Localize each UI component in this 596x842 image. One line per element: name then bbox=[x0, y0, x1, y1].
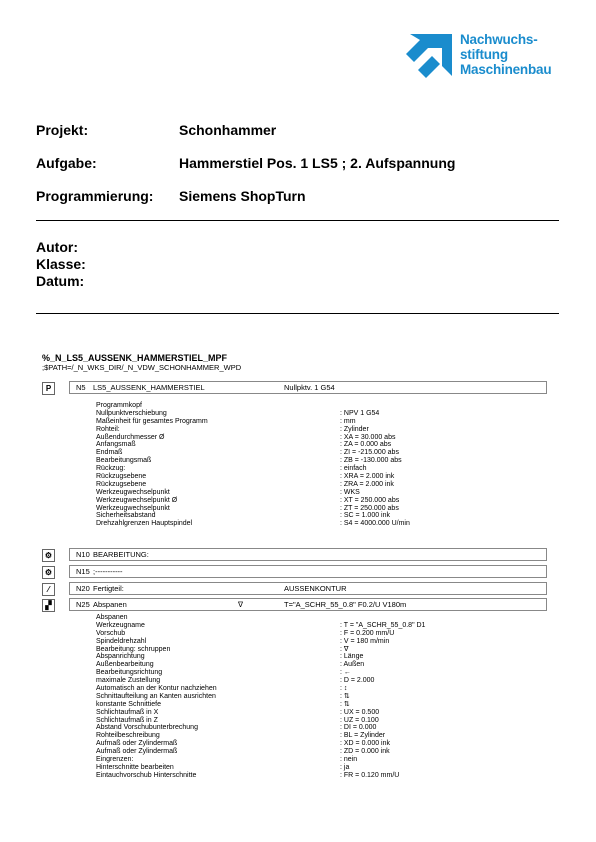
param-row bbox=[96, 646, 536, 654]
param-label: konstante Schnittiefe bbox=[96, 700, 161, 708]
param-value: : DI = 0.000 bbox=[340, 724, 377, 732]
param-label: Vorschub bbox=[96, 629, 126, 637]
param-row bbox=[96, 505, 536, 513]
param-value: : einfach bbox=[340, 465, 367, 473]
param-row bbox=[96, 772, 536, 780]
param-value: : ← bbox=[340, 669, 351, 677]
divider bbox=[36, 313, 559, 314]
datum-label: Datum: bbox=[36, 273, 85, 289]
param-label: Drehzahlgrenzen Hauptspindel bbox=[96, 520, 193, 528]
programmierung-row bbox=[36, 188, 306, 204]
param-label: Spindeldrehzahl bbox=[96, 637, 147, 645]
param-value: : XRA = 2.000 ink bbox=[340, 473, 395, 481]
param-value: : D = 2.000 bbox=[340, 677, 375, 685]
param-label: Rohteilbeschreibung bbox=[96, 732, 160, 740]
param-label: Schnittaufteilung an Kanten ausrichten bbox=[96, 692, 216, 700]
program-header-icon: P bbox=[42, 382, 55, 395]
param-label: Schlichtaufmaß in Z bbox=[96, 716, 158, 724]
param-row bbox=[96, 426, 536, 434]
param-value: : ⇅ bbox=[340, 692, 350, 700]
param-label: Schlichtaufmaß in X bbox=[96, 708, 159, 716]
param-value: : ↕ bbox=[340, 685, 348, 693]
param-value: : ⇅ bbox=[340, 700, 350, 708]
programmierung-value: Siemens ShopTurn bbox=[179, 188, 306, 204]
param-row bbox=[96, 457, 536, 465]
param-label: Nullpunktverschiebung bbox=[96, 409, 167, 417]
param-label: Werkzeugname bbox=[96, 621, 145, 629]
param-label: Eingrenzen: bbox=[96, 756, 134, 764]
block-n15 bbox=[69, 565, 547, 578]
param-row bbox=[96, 740, 536, 748]
param-value: : nein bbox=[340, 756, 358, 764]
param-label: Bearbeitungsmaß bbox=[96, 457, 152, 465]
param-label: Außendurchmesser Ø bbox=[96, 433, 165, 441]
param-value: : UX = 0.500 bbox=[340, 708, 380, 716]
logo bbox=[406, 32, 558, 80]
param-label: Rückzug: bbox=[96, 465, 126, 473]
block-text: ;----------- bbox=[93, 567, 123, 576]
param-label: Werkzeugwechselpunkt Ø bbox=[96, 496, 178, 504]
param-label: Sicherheitsabstand bbox=[96, 512, 156, 520]
param-row bbox=[96, 701, 536, 709]
param-label: Endmaß bbox=[96, 449, 123, 457]
param-value: : ZB = -130.000 abs bbox=[340, 457, 402, 465]
logo-line-1: Nachwuchs- bbox=[460, 32, 538, 47]
param-value: : SC = 1.000 ink bbox=[340, 512, 391, 520]
param-value: : FR = 0.120 mm/U bbox=[340, 771, 400, 779]
param-label: Außenbearbeitung bbox=[96, 661, 154, 669]
param-label: Werkzeugwechselpunkt bbox=[96, 504, 170, 512]
logo-text bbox=[460, 32, 551, 77]
roughing-icon: ∇ bbox=[238, 600, 244, 609]
param-value: : Länge bbox=[340, 653, 364, 661]
param-value: : mm bbox=[340, 417, 356, 425]
block-n5 bbox=[69, 381, 547, 394]
gear-icon: ⚙ bbox=[42, 549, 55, 562]
param-row bbox=[96, 661, 536, 669]
block-number: N15 bbox=[76, 567, 90, 576]
block-number: N5 bbox=[76, 383, 86, 392]
param-row bbox=[96, 489, 536, 497]
param-row bbox=[96, 653, 536, 661]
aufgabe-label: Aufgabe: bbox=[36, 155, 97, 171]
param-value: : BL = Zylinder bbox=[340, 732, 386, 740]
param-value: : ZRA = 2.000 ink bbox=[340, 480, 394, 488]
param-value: : WKS bbox=[340, 488, 360, 496]
arrow-logo-icon bbox=[406, 34, 452, 80]
divider bbox=[36, 220, 559, 221]
param-row bbox=[96, 512, 536, 520]
param-row bbox=[96, 441, 536, 449]
param-row bbox=[96, 724, 536, 732]
param-value: : XD = 0.000 ink bbox=[340, 740, 391, 748]
param-value: : ZA = 0.000 abs bbox=[340, 441, 392, 449]
param-value: : NPV 1 G54 bbox=[340, 409, 380, 417]
block-name: LS5_AUSSENK_HAMMERSTIEL bbox=[93, 383, 205, 392]
param-label: Aufmaß oder Zylindermaß bbox=[96, 740, 178, 748]
block-number: N10 bbox=[76, 550, 90, 559]
autor-label: Autor: bbox=[36, 239, 78, 255]
aufgabe-value: Hammerstiel Pos. 1 LS5 ; 2. Aufspannung bbox=[179, 155, 456, 171]
block-n20 bbox=[69, 582, 547, 595]
param-row bbox=[96, 732, 536, 740]
projekt-row bbox=[36, 122, 277, 138]
block-text: Abspanen bbox=[93, 600, 127, 609]
param-value: : V = 180 m/min bbox=[340, 637, 390, 645]
program-path: ;$PATH=/_N_WKS_DIR/_N_VDW_SCHONHAMMER_WPD bbox=[42, 363, 242, 372]
param-row bbox=[96, 685, 536, 693]
param-label: Programmkopf bbox=[96, 402, 142, 409]
param-value: : S4 = 4000.000 U/min bbox=[340, 520, 410, 528]
param-row bbox=[96, 449, 536, 457]
param-value: : F = 0.200 mm/U bbox=[340, 629, 395, 637]
param-value: : Außen bbox=[340, 661, 365, 669]
param-row bbox=[96, 630, 536, 638]
block-info: Nullpktv. 1 G54 bbox=[284, 383, 335, 392]
block-n25 bbox=[69, 598, 547, 611]
param-row bbox=[96, 402, 536, 410]
param-row bbox=[96, 669, 536, 677]
param-value: : XA = 30.000 abs bbox=[340, 433, 396, 441]
param-row bbox=[96, 614, 536, 622]
projekt-value: Schonhammer bbox=[179, 122, 277, 138]
param-row bbox=[96, 677, 536, 685]
param-row bbox=[96, 473, 536, 481]
param-label: Anfangsmaß bbox=[96, 441, 136, 449]
param-value: : UZ = 0.100 bbox=[340, 716, 379, 724]
programmierung-label: Programmierung: bbox=[36, 188, 154, 204]
param-row bbox=[96, 748, 536, 756]
block-text: Fertigteil: bbox=[93, 584, 124, 593]
param-row bbox=[96, 465, 536, 473]
gear-icon: ⚙ bbox=[42, 566, 55, 579]
param-label: Abstand Vorschubunterbrechung bbox=[96, 724, 198, 732]
param-value: : ja bbox=[340, 763, 350, 771]
param-label: Abspanrichtung bbox=[96, 653, 145, 661]
contour-icon: ⁄ bbox=[42, 583, 55, 596]
block-n10 bbox=[69, 548, 547, 561]
param-label: Bearbeitung: schruppen bbox=[96, 645, 171, 653]
param-row bbox=[96, 717, 536, 725]
param-row bbox=[96, 418, 536, 426]
param-label: Automatisch an der Kontur nachziehen bbox=[96, 685, 217, 693]
program-title: %_N_LS5_AUSSENK_HAMMERSTIEL_MPF bbox=[42, 353, 228, 363]
param-label: Hinterschnitte bearbeiten bbox=[96, 763, 174, 771]
block-number: N20 bbox=[76, 584, 90, 593]
param-value: : XT = 250.000 abs bbox=[340, 496, 400, 504]
param-value: : T = "A_SCHR_55_0.8" D1 bbox=[340, 621, 426, 629]
block-info: T="A_SCHR_55_0.8" F0.2/U V180m bbox=[284, 600, 407, 609]
param-row bbox=[96, 764, 536, 772]
param-row bbox=[96, 410, 536, 418]
param-row bbox=[96, 481, 536, 489]
projekt-label: Projekt: bbox=[36, 122, 89, 138]
param-label: Rohteil: bbox=[96, 425, 120, 433]
param-row bbox=[96, 520, 536, 528]
param-label: Rückzugsebene bbox=[96, 480, 147, 488]
param-row bbox=[96, 497, 536, 505]
param-label: Eintauchvorschub Hinterschnitte bbox=[96, 771, 197, 779]
logo-line-3: Maschinenbau bbox=[460, 62, 552, 77]
abspanen-params bbox=[96, 614, 536, 780]
param-row bbox=[96, 638, 536, 646]
param-label: Bearbeitungsrichtung bbox=[96, 669, 163, 677]
block-text: BEARBEITUNG: bbox=[93, 550, 149, 559]
param-value: : Zylinder bbox=[340, 425, 369, 433]
program-header-params bbox=[96, 402, 536, 528]
param-value: : ZT = 250.000 abs bbox=[340, 504, 399, 512]
param-label: Abspanen bbox=[96, 614, 128, 621]
param-row bbox=[96, 622, 536, 630]
param-row bbox=[96, 756, 536, 764]
param-value: : ZI = -215.000 abs bbox=[340, 449, 399, 457]
param-label: Rückzugsebene bbox=[96, 473, 147, 481]
param-value: : ∇ bbox=[340, 645, 349, 653]
param-row bbox=[96, 709, 536, 717]
param-label: maximale Zustellung bbox=[96, 677, 161, 685]
param-label: Maßeinheit für gesamtes Programm bbox=[96, 417, 208, 425]
stock-removal-icon: ▞ bbox=[42, 599, 55, 612]
param-label: Werkzeugwechselpunkt bbox=[96, 488, 170, 496]
logo-line-2: stiftung bbox=[460, 47, 508, 62]
param-row bbox=[96, 434, 536, 442]
block-number: N25 bbox=[76, 600, 90, 609]
param-value: : ZD = 0.000 ink bbox=[340, 748, 390, 756]
param-label: Aufmaß oder Zylindermaß bbox=[96, 748, 178, 756]
klasse-label: Klasse: bbox=[36, 256, 86, 272]
param-row bbox=[96, 693, 536, 701]
aufgabe-row bbox=[36, 155, 456, 171]
block-info: AUSSENKONTUR bbox=[284, 584, 347, 593]
